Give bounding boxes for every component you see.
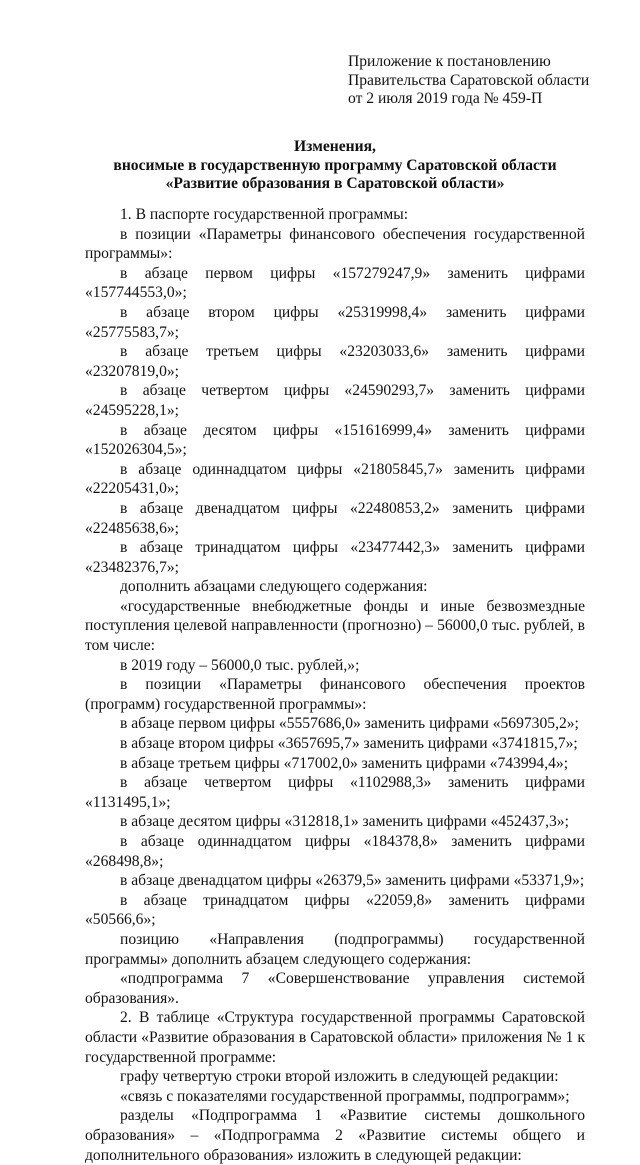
paragraph: в абзаце первом цифры «157279247,9» заменить цифрами «157744553,0»; bbox=[85, 264, 585, 302]
paragraph: «подпрограмма 7 «Совершенствование управления системой образования». bbox=[85, 970, 585, 1007]
paragraph: «связь с показателями государственной программы, подпрограмм»; bbox=[120, 1087, 570, 1105]
title-line: «Развитие образования в Саратовской области» bbox=[165, 175, 505, 192]
paragraph: в позиции «Параметры финансового обеспечения проектов (программ) государственной программы»: bbox=[85, 676, 585, 713]
paragraph: в абзаце одиннадцатом цифры «184378,8» заменить цифрами «268498,8»; bbox=[85, 833, 585, 870]
approval-line: Правительства Саратовской области bbox=[348, 71, 590, 89]
paragraph: в абзаце одиннадцатом цифры «21805845,7» заменить цифрами «22205431,0»; bbox=[85, 460, 585, 498]
document-title bbox=[85, 138, 585, 194]
document-body bbox=[85, 205, 585, 1165]
paragraph: в абзаце десятом цифры «151616999,4» заменить цифрами «152026304,5»; bbox=[85, 421, 585, 459]
paragraph: графу четвертую строки второй изложить в следующей редакции: bbox=[120, 1068, 559, 1086]
paragraph: в позиции «Параметры финансового обеспечения государственной программы»: bbox=[85, 225, 585, 263]
paragraph: в абзаце двенадцатом цифры «26379,5» заменить цифрами «53371,9»; bbox=[120, 872, 585, 890]
paragraph: 1. В паспорте государственной программы: bbox=[120, 206, 409, 223]
paragraph: «государственные внебюджетные фонды и иные безвозмездные поступления целевой направленности (прогнозно) – 56000,0 тыс. рублей, в том числе: bbox=[85, 597, 585, 655]
approval-line: Приложение к постановлению bbox=[348, 53, 551, 70]
paragraph: в абзаце втором цифры «25319998,4» заменить цифрами «25775583,7»; bbox=[85, 303, 585, 341]
paragraph: в абзаце первом цифры «5557686,0» заменить цифрами «5697305,2»; bbox=[120, 715, 579, 733]
paragraph: разделы «Подпрограмма 1 «Развитие системы дошкольного образования» – «Подпрограмма 2 «Развитие системы общего и дополнительного образования» изложить в следующей редакции: bbox=[85, 1107, 585, 1164]
approval-block bbox=[348, 53, 589, 109]
paragraph: в абзаце четвертом цифры «24590293,7» заменить цифрами «24595228,1»; bbox=[85, 382, 585, 419]
paragraph: в абзаце четвертом цифры «1102988,3» заменить цифрами «1131495,1»; bbox=[85, 774, 585, 811]
paragraph: в абзаце тринадцатом цифры «22059,8» заменить цифрами «50566,6»; bbox=[85, 891, 585, 929]
paragraph: в абзаце десятом цифры «312818,1» заменить цифрами «452437,3»; bbox=[120, 813, 569, 831]
paragraph: 2. В таблице «Структура государственной программы Саратовской области «Развитие образования в Саратовской области» приложения № 1 к государственной программе: bbox=[85, 1009, 585, 1066]
paragraph: в абзаце тринадцатом цифры «23477442,3» заменить цифрами «23482376,7»; bbox=[85, 539, 585, 576]
title-line: Изменения, bbox=[294, 138, 376, 155]
title-line: вносимые в государственную программу Саратовской области bbox=[113, 156, 557, 174]
paragraph: позицию «Направления (подпрограммы) государственной программы» дополнить абзацем следующего содержания: bbox=[85, 930, 585, 968]
paragraph: в 2019 году – 56000,0 тыс. рублей,»; bbox=[120, 656, 360, 674]
paragraph: дополнить абзацами следующего содержания: bbox=[120, 578, 428, 596]
paragraph: в абзаце двенадцатом цифры «22480853,2» заменить цифрами «22485638,6»; bbox=[85, 499, 585, 537]
paragraph: в абзаце третьем цифры «23203033,6» заменить цифрами «23207819,0»; bbox=[85, 343, 585, 380]
paragraph: в абзаце третьем цифры «717002,0» заменить цифрами «743994,4»; bbox=[120, 754, 569, 772]
approval-line: от 2 июля 2019 года № 459-П bbox=[348, 90, 543, 107]
paragraph: в абзаце втором цифры «3657695,7» заменить цифрами «3741815,7»; bbox=[120, 735, 578, 753]
